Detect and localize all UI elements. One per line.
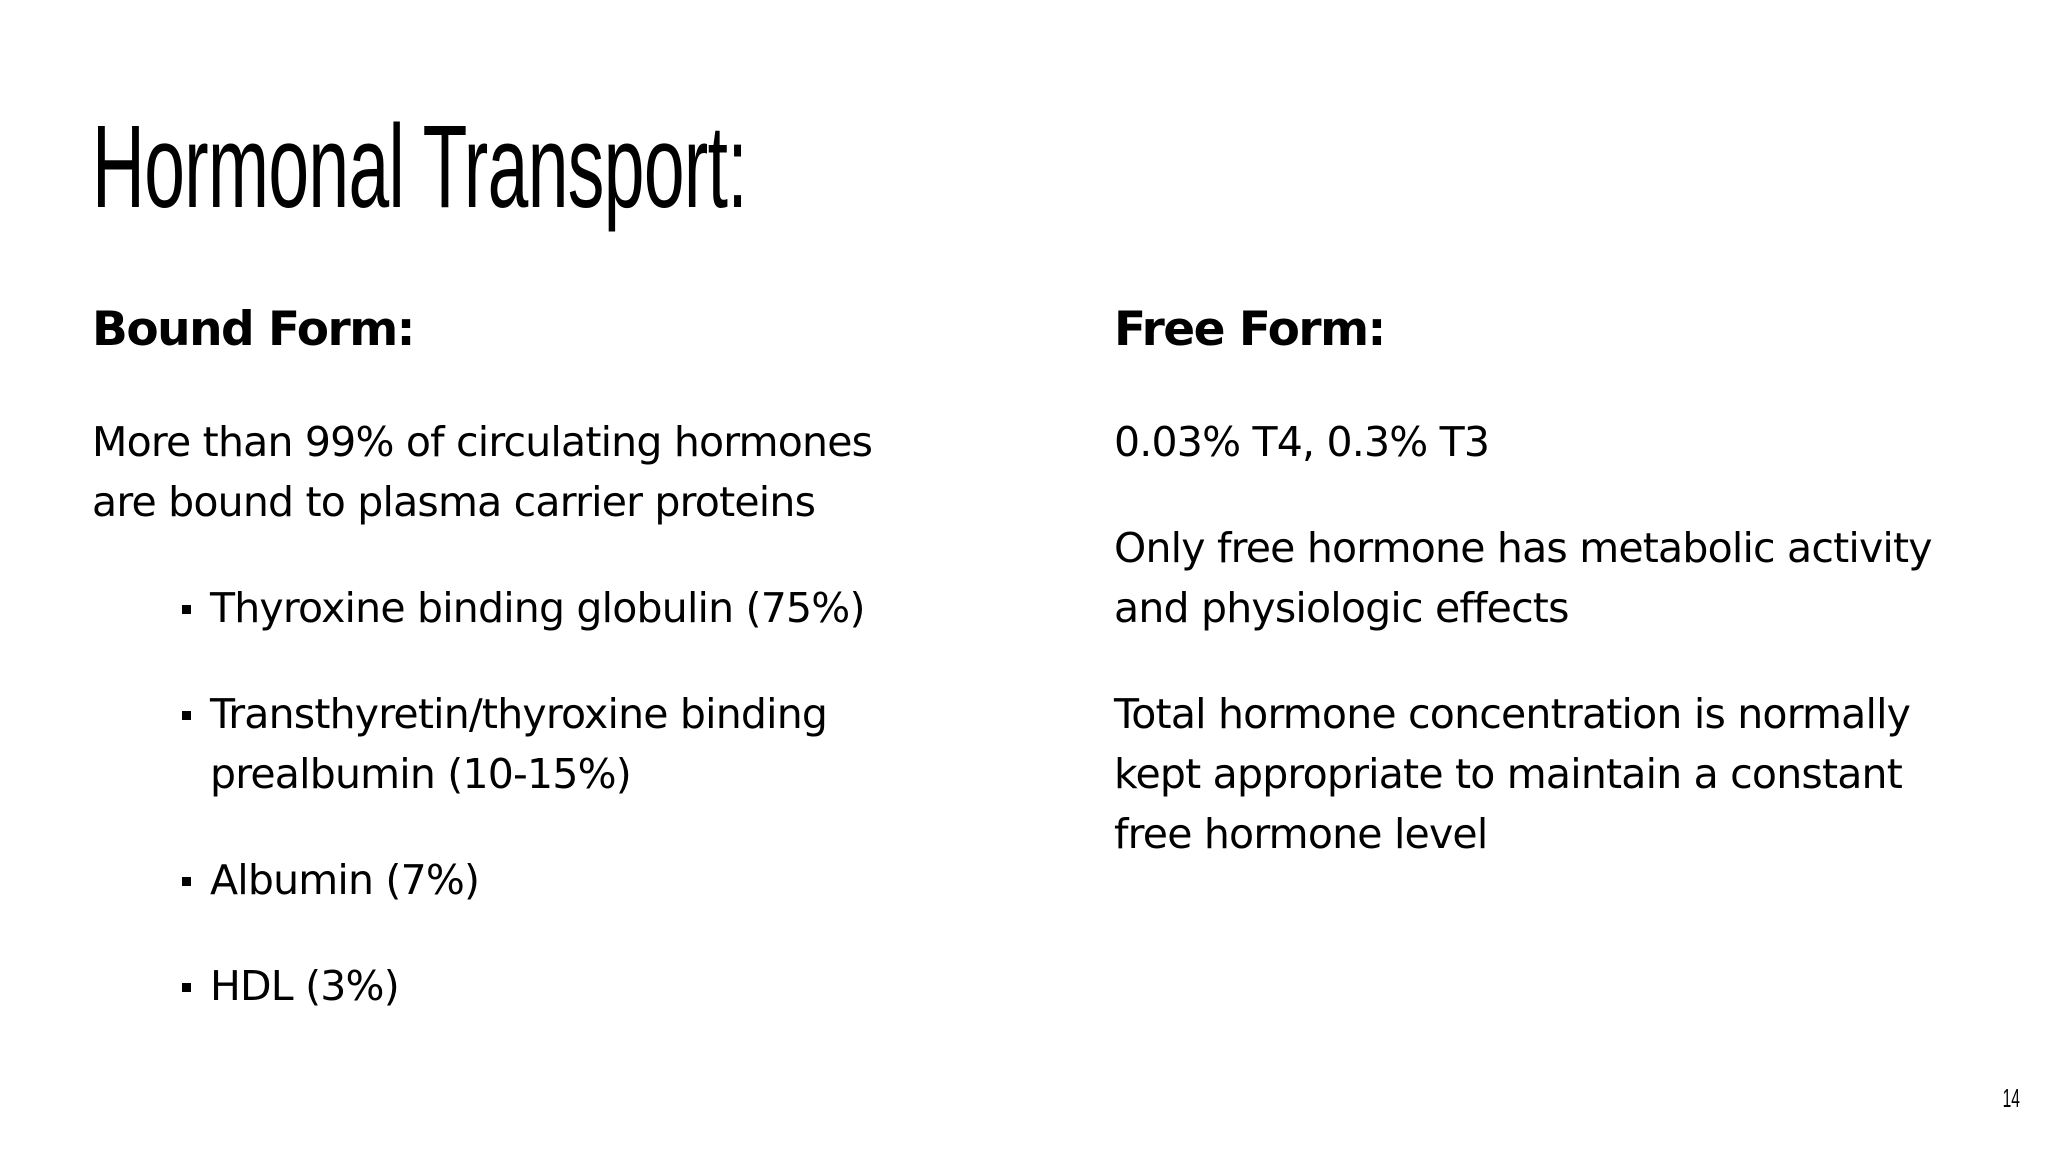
list-item-text: Transthyretin/thyroxine binding prealbumin (10-15%) — [210, 690, 828, 798]
square-bullet-icon — [182, 711, 191, 720]
list-item-text: HDL (3%) — [210, 962, 399, 1010]
list-item-text: Albumin (7%) — [210, 856, 480, 904]
bound-form-column — [92, 302, 992, 1062]
list-item — [182, 850, 992, 910]
square-bullet-icon — [182, 877, 191, 886]
carrier-protein-list — [92, 578, 992, 1016]
free-form-heading: Free Form: — [1114, 302, 1385, 357]
page-number: 14 — [2002, 1083, 2020, 1113]
slide-title: Hormonal Transport: — [92, 101, 748, 233]
free-form-paragraph: 0.03% T4, 0.3% T3 — [1114, 418, 1490, 466]
free-form-column — [1114, 302, 2014, 910]
free-form-paragraph: Total hormone concentration is normally kept appropriate to maintain a constant free hormone level — [1114, 690, 1911, 858]
list-item-text: Thyroxine binding globulin (75%) — [210, 584, 865, 632]
list-item — [182, 684, 890, 804]
square-bullet-icon — [182, 605, 191, 614]
list-item — [182, 578, 992, 638]
free-form-paragraph: Only free hormone has metabolic activity and physiologic effects — [1114, 524, 1932, 632]
list-item — [182, 956, 992, 1016]
bound-form-heading: Bound Form: — [92, 302, 414, 357]
bound-form-intro: More than 99% of circulating hormones are bound to plasma carrier proteins — [92, 418, 873, 526]
square-bullet-icon — [182, 983, 191, 992]
